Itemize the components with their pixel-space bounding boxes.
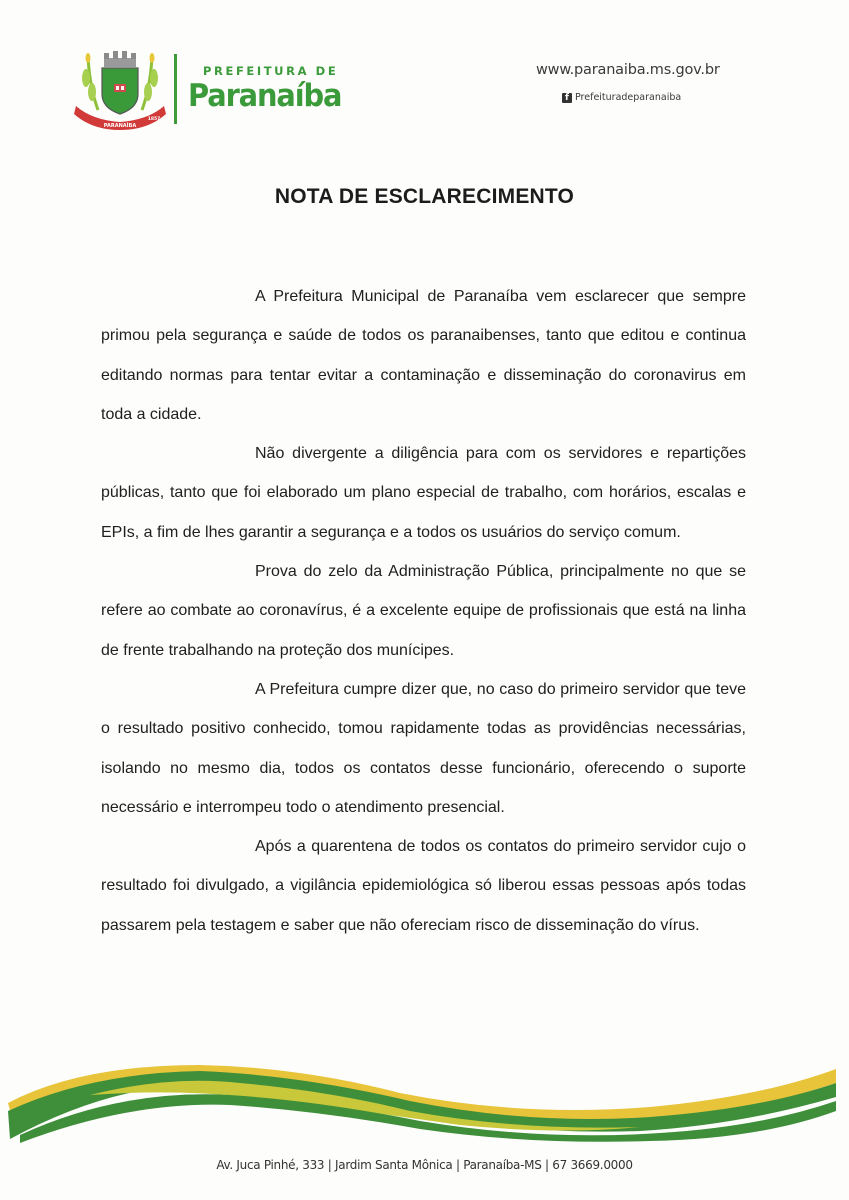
crown [104,51,136,67]
paragraph: Não divergente a diligência para com os servidores e repartições públicas, tanto que foi elaborado um plano especial de trabalho, com horários, escalas e EPIs, a fim de lhes garantir a segurança e a todos os usuários do serviço comum. [101,445,746,541]
brand-divider [174,54,177,124]
document-title: NOTA DE ESCLARECIMENTO [274,185,575,208]
facebook-icon: f [562,93,572,103]
paragraph: A Prefeitura Municipal de Paranaíba vem esclarecer que sempre primou pela segurança e saúde de todos os paranaibenses, tanto que editou e continua editando normas para tentar evitar a contaminação e disseminação do coronavirus em toda a cidade. [101,288,746,423]
paragraph: Após a quarentena de todos os contatos do primeiro servidor cujo o resultado foi divulgado, a vigilância epidemiológica só liberou essas pessoas após todas passarem pela testagem e saber que não ofereciam risco de disseminação do vírus. [101,838,746,934]
facebook-handle: Prefeituradeparanaiba [575,92,682,103]
brand-name: Paranaíba [188,78,342,114]
document-body [101,277,746,945]
ribbon-year: 1857 [147,117,161,122]
letterhead [0,0,849,140]
facebook-link[interactable] [562,92,681,103]
coat-of-arms-icon [72,48,168,130]
footer-wave-decoration [0,1055,849,1145]
paragraph: Prova do zelo da Administração Pública, principalmente no que se refere ao combate ao coronavírus, é a excelente equipe de profissionais que está na linha de frente trabalhando na proteção dos munícipes. [101,563,746,659]
footer-address: Av. Juca Pinhé, 333 | Jardim Santa Mônica | Paranaíba-MS | 67 3669.0000 [216,1158,633,1172]
ribbon-text: PARANAÍBA [103,123,137,129]
paragraph: A Prefeitura cumpre dizer que, no caso do primeiro servidor que teve o resultado positivo conhecido, tomou rapidamente todas as providências necessárias, isolando no mesmo dia, todos os contatos desse funcionário, oferecendo o suporte necessário e interrompeu todo o atendimento presencial. [101,680,746,816]
brand-prefix: PREFEITURA DE [203,64,339,78]
website-link[interactable]: www.paranaiba.ms.gov.br [536,62,720,78]
